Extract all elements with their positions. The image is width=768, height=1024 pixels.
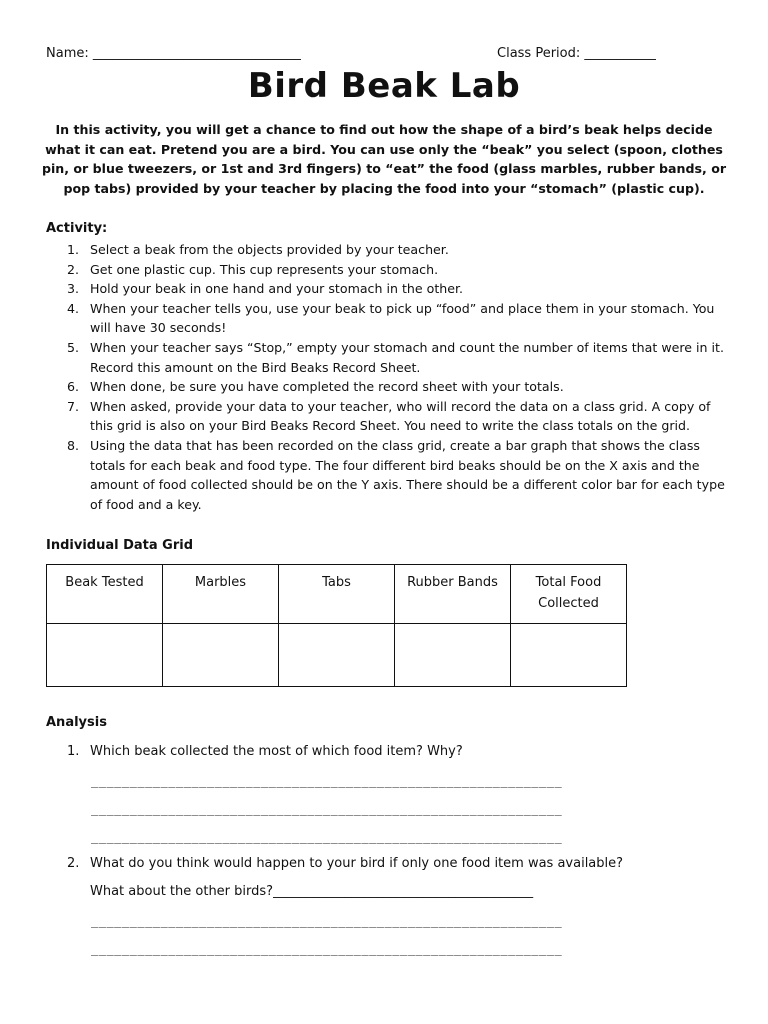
step-text: When asked, provide your data to your teacher, who will record the data on a class grid. A copy of this grid is also on your Bird Beaks Record Sheet. You need to write the class totals on the grid. — [90, 398, 711, 434]
step-text: Get one plastic cup. This cup represents your stomach. — [90, 261, 439, 277]
step-number: 8. — [67, 437, 80, 453]
activity-steps-list — [46, 240, 736, 514]
list-item — [46, 338, 736, 377]
step-number: 5. — [67, 339, 80, 355]
cell-marbles[interactable] — [163, 624, 279, 687]
question-1-number: 1. — [67, 744, 80, 759]
activity-heading: Activity: — [46, 221, 108, 236]
intro-paragraph: In this activity, you will get a chance to find out how the shape of a bird’s beak helps decide what it can eat. Pretend you are a bird. You can use only the “beak” you select (spoon, clothes pin, or blue tweezers, or 1st and 3rd fingers) to “eat” the food (glass marbles, rubber bands, or pop tabs) provided by your teacher by placing the food into your “stomach” (plastic cup). — [41, 122, 727, 196]
question-1-text: Which beak collected the most of which food item? Why? — [90, 744, 463, 759]
data-grid-heading: Individual Data Grid — [46, 538, 194, 553]
step-number: 1. — [67, 242, 80, 257]
list-item — [46, 397, 736, 436]
step-text: Select a beak from the objects provided by your teacher. — [90, 242, 449, 257]
step-number: 6. — [67, 379, 80, 395]
question-2-text: What do you think would happen to your bird if only one food item was available? — [90, 856, 624, 871]
answer-line[interactable]: _____________________________________________________________ — [91, 914, 563, 928]
cell-tabs[interactable] — [279, 624, 395, 687]
step-text: Using the data that has been recorded on the class grid, create a bar graph that shows the class totals for each beak and food type. The four different bird beaks should be on the X axis and the amount of food collected should be on the Y axis. There should be a different color bar for each type of food and a key. — [90, 437, 725, 512]
step-text: When done, be sure you have completed the record sheet with your totals. — [90, 379, 564, 395]
list-item — [46, 279, 736, 299]
step-number: 4. — [67, 300, 80, 316]
list-item — [46, 240, 736, 260]
cell-rubber-bands[interactable] — [395, 624, 511, 687]
step-text: When your teacher tells you, use your beak to pick up “food” and place them in your stomach. You will have 30 seconds! — [90, 300, 715, 336]
step-number: 7. — [67, 398, 80, 414]
answer-line[interactable]: _____________________________________________________________ — [91, 830, 563, 844]
cell-beak-tested[interactable] — [47, 624, 163, 687]
step-text: When your teacher says “Stop,” empty your stomach and count the number of items that were in it. Record this amount on the Bird Beaks Record Sheet. — [90, 339, 724, 375]
answer-line[interactable]: _____________________________________________________________ — [91, 942, 563, 956]
list-item — [46, 299, 736, 338]
table-row — [47, 624, 627, 687]
answer-line[interactable]: _____________________________________________________________ — [91, 774, 563, 788]
cell-total-food[interactable] — [511, 624, 627, 687]
column-header-beak-tested: Beak Tested — [47, 565, 163, 624]
name-field-label[interactable]: Name: ________________________________ — [46, 46, 301, 61]
question-2-followup[interactable]: What about the other birds?________________________________________ — [90, 884, 534, 899]
question-2-number: 2. — [67, 856, 80, 871]
step-number: 2. — [67, 261, 80, 277]
answer-line[interactable]: _____________________________________________________________ — [91, 802, 563, 816]
analysis-heading: Analysis — [46, 715, 107, 730]
table-header-row — [47, 565, 627, 624]
list-item — [46, 436, 736, 514]
column-header-tabs: Tabs — [279, 565, 395, 624]
list-item — [46, 260, 736, 280]
individual-data-table — [46, 564, 627, 687]
step-text: Hold your beak in one hand and your stomach in the other. — [90, 281, 464, 297]
class-period-field-label[interactable]: Class Period: ___________ — [497, 46, 656, 61]
list-item — [46, 377, 736, 397]
page-title: Bird Beak Lab — [247, 66, 521, 106]
column-header-rubber-bands: Rubber Bands — [395, 565, 511, 624]
column-header-total-food: Total Food Collected — [511, 565, 627, 624]
step-number: 3. — [67, 281, 80, 297]
column-header-marbles: Marbles — [163, 565, 279, 624]
